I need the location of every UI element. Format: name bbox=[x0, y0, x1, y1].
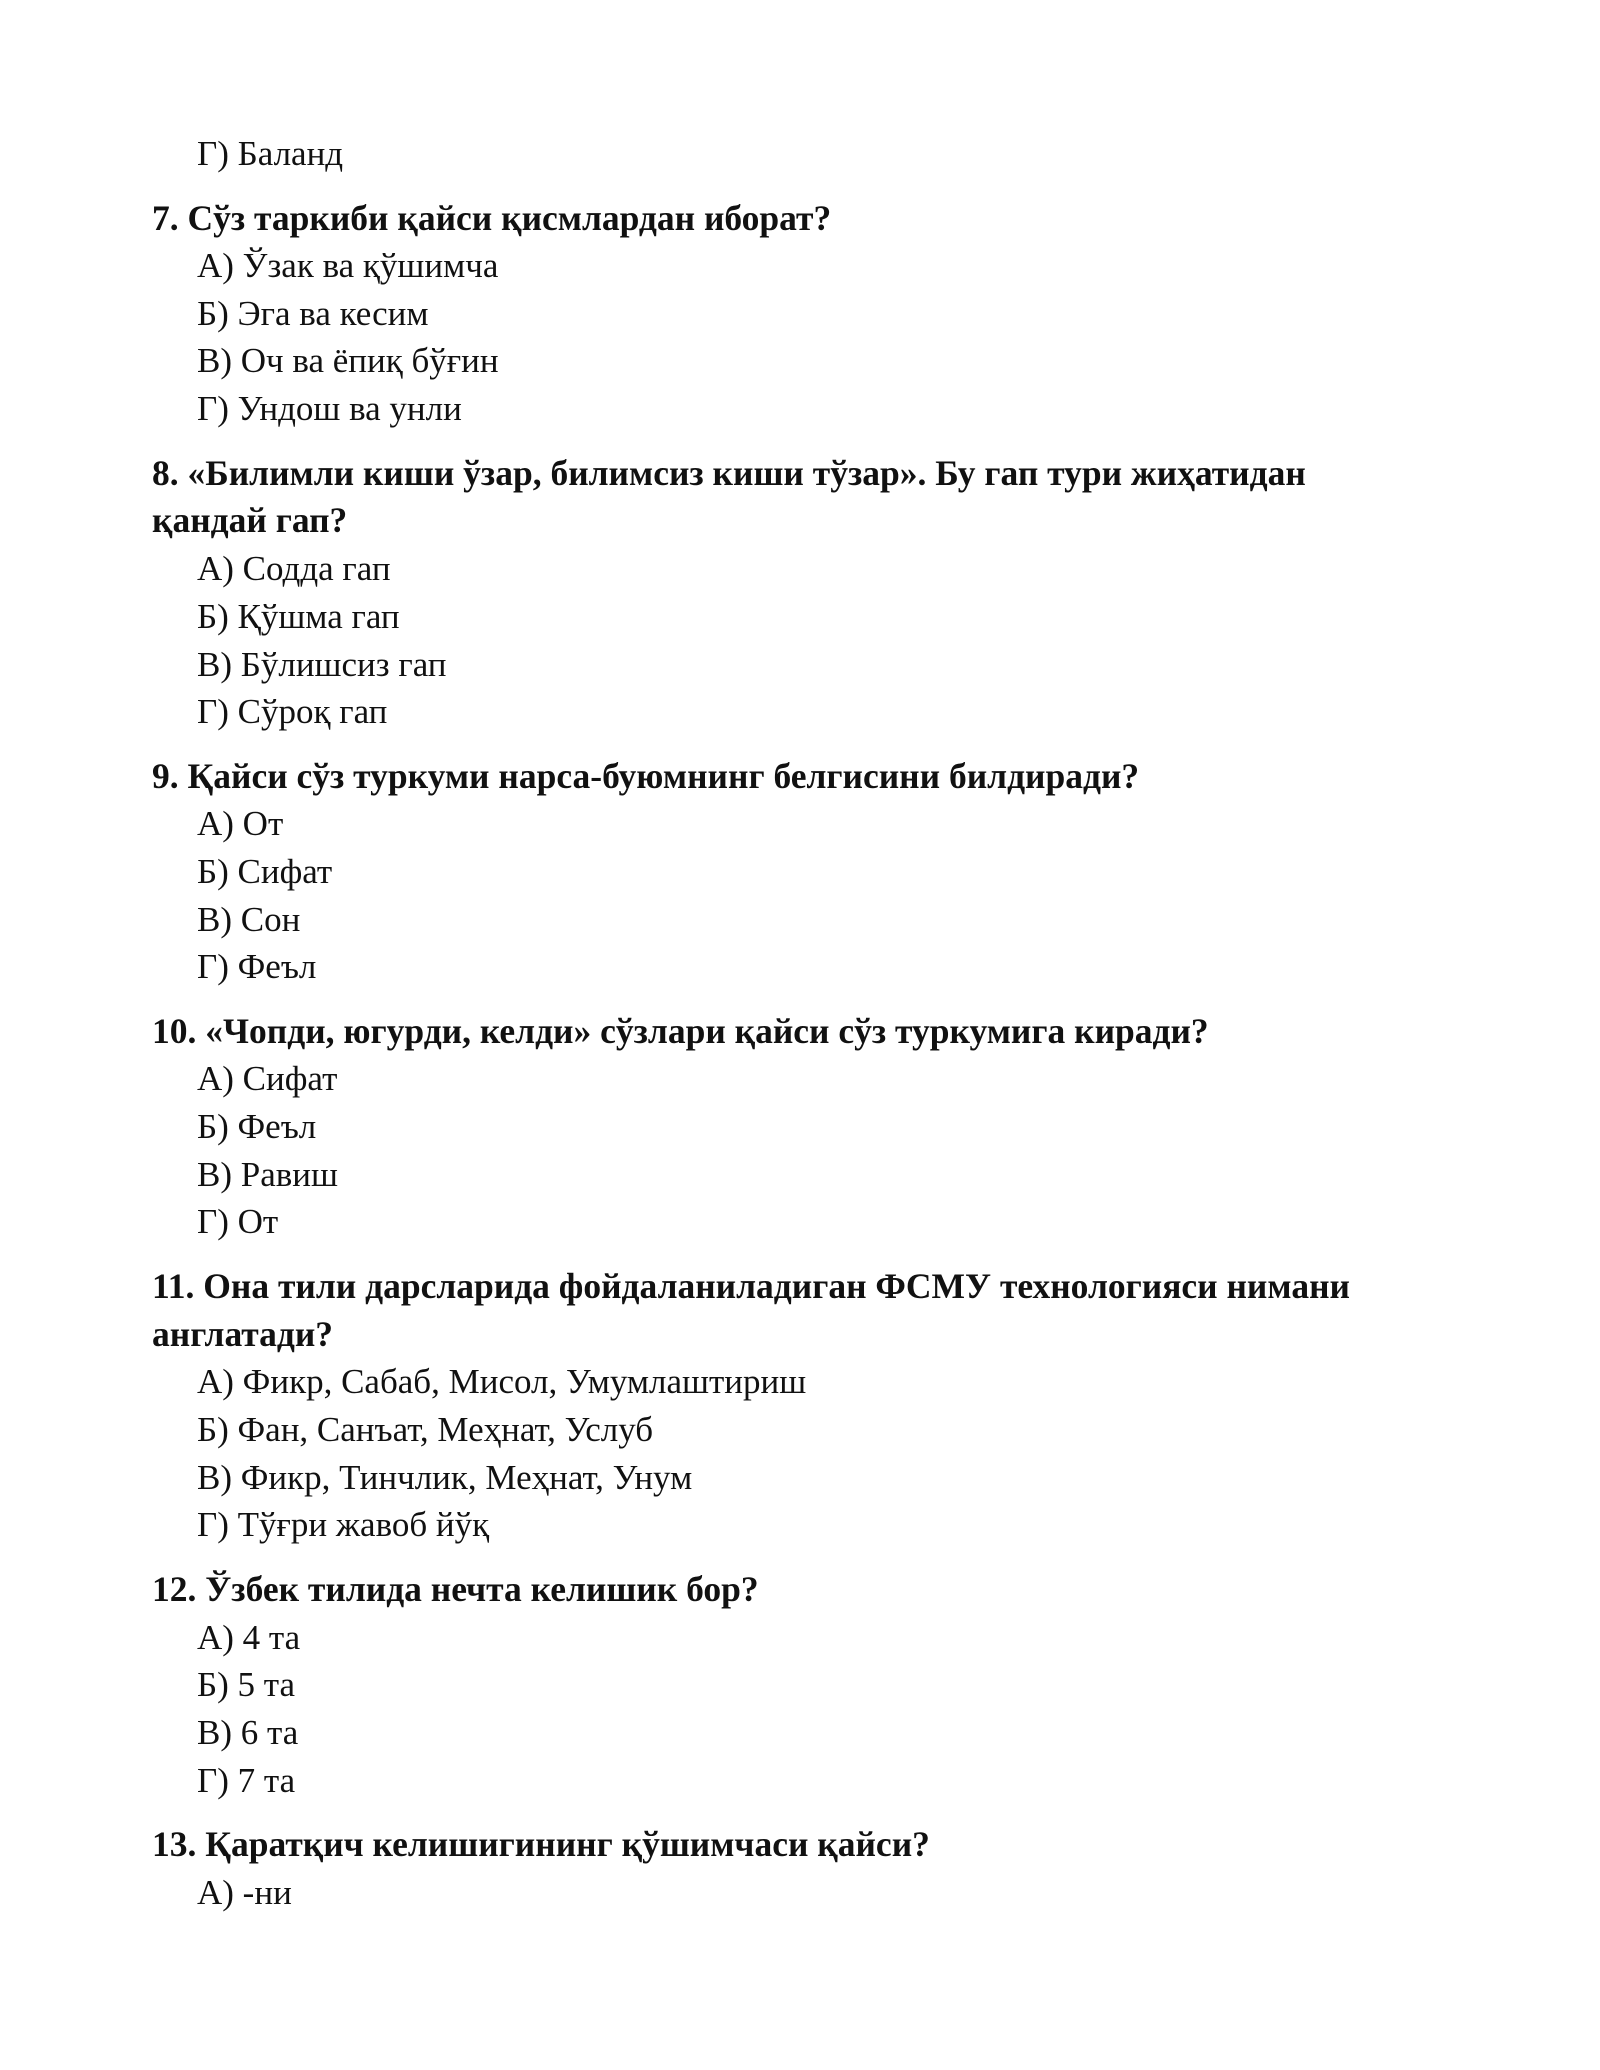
option-line: Г) Баланд bbox=[197, 134, 344, 173]
question-heading-continued: қандай гап? bbox=[152, 500, 348, 540]
option-line: В) Равиш bbox=[197, 1155, 338, 1194]
option-line: В) Фикр, Тинчлик, Меҳнат, Унум bbox=[197, 1458, 693, 1497]
option-line: Б) Феъл bbox=[197, 1107, 317, 1146]
question-heading: 7. Сўз таркиби қайси қисмлардан иборат? bbox=[152, 198, 832, 238]
option-line: Б) Эга ва кесим bbox=[197, 294, 429, 333]
option-line: Г) Ундош ва унли bbox=[197, 389, 462, 428]
option-line: А) Содда гап bbox=[197, 549, 391, 588]
option-line: А) От bbox=[197, 804, 284, 843]
option-line: Б) Қўшма гап bbox=[197, 597, 400, 636]
option-line: В) 6 та bbox=[197, 1713, 299, 1752]
option-line: А) -ни bbox=[197, 1873, 292, 1912]
option-line: А) Фикр, Сабаб, Мисол, Умумлаштириш bbox=[197, 1362, 807, 1401]
option-line: В) Бўлишсиз гап bbox=[197, 645, 447, 684]
option-line: Б) 5 та bbox=[197, 1665, 296, 1704]
option-line: Г) Феъл bbox=[197, 947, 317, 986]
question-heading-continued: англатади? bbox=[152, 1314, 334, 1354]
question-heading: 13. Қаратқич келишигининг қўшимчаси қайси? bbox=[152, 1824, 930, 1864]
option-line: Б) Фан, Санъат, Меҳнат, Услуб bbox=[197, 1410, 654, 1449]
question-heading: 10. «Чопди, югурди, келди» сўзлари қайси сўз туркумига киради? bbox=[152, 1011, 1209, 1051]
option-line: Г) От bbox=[197, 1202, 279, 1241]
question-heading: 12. Ўзбек тилида нечта келишик бор? bbox=[152, 1569, 759, 1609]
option-line: Г) Тўғри жавоб йўқ bbox=[197, 1505, 490, 1544]
option-line: А) Ўзак ва қўшимча bbox=[197, 246, 499, 285]
question-heading: 8. «Билимли киши ўзар, билимсиз киши тўзар». Бу гап тури жиҳатидан bbox=[152, 453, 1306, 493]
option-line: Б) Сифат bbox=[197, 852, 333, 891]
question-heading: 11. Она тили дарсларида фойдаланиладиган ФСМУ технологияси нимани bbox=[152, 1266, 1350, 1306]
option-line: А) Сифат bbox=[197, 1059, 338, 1098]
option-line: А) 4 та bbox=[197, 1618, 301, 1657]
option-line: В) Сон bbox=[197, 900, 301, 939]
option-line: Г) Сўроқ гап bbox=[197, 692, 388, 731]
question-heading: 9. Қайси сўз туркуми нарса-буюмнинг белгисини билдиради? bbox=[152, 756, 1140, 796]
option-line: В) Оч ва ёпиқ бўғин bbox=[197, 341, 499, 380]
option-line: Г) 7 та bbox=[197, 1761, 296, 1800]
